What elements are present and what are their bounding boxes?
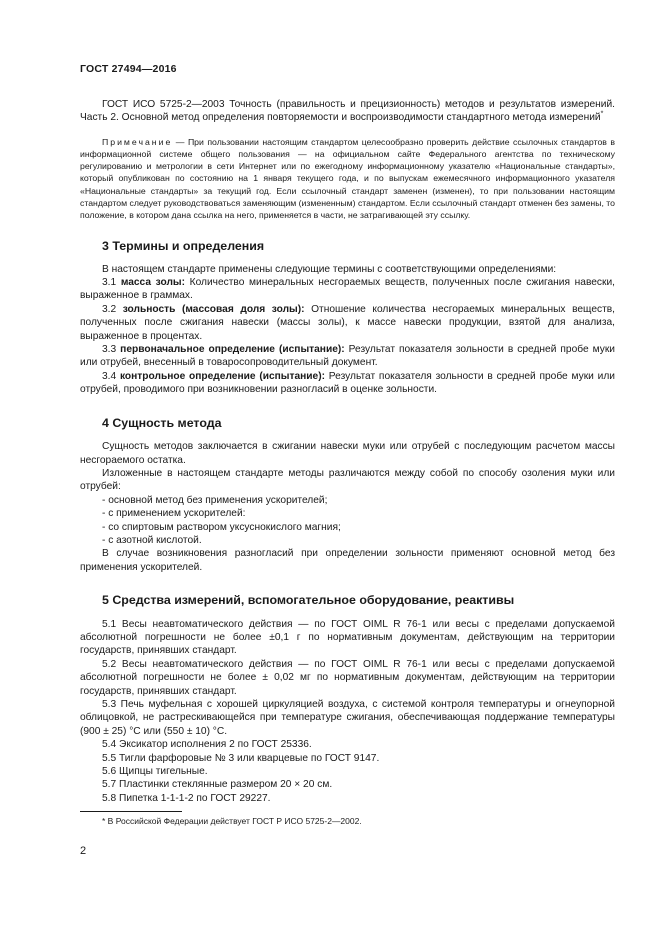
equipment-item-5-2: 5.2 Весы неавтоматического действия — по ГОСТ OIML R 76-1 или весы с пределами допускаемой абсолютной погрешности не более ± 0,02 мг по нормативным документам, действующим на территории государств, принявших стандарт. [80,658,615,697]
reference-note [80,136,615,221]
section-4-paragraph-3: В случае возникновения разногласий при определении зольности применяют основной метод без применения ускорителей. [80,548,615,573]
reference-text: ГОСТ ИСО 5725-2—2003 Точность (правильность и прецизионность) методов и результатов измерений. Часть 2. Основной метод определения повторяемости и воспроизводимости стандартного метода измерений [80,99,615,124]
equipment-item-5-1: 5.1 Весы неавтоматического действия — по ГОСТ OIML R 76-1 или весы с пределами допускаемой абсолютной погрешности не более ±0,1 г по нормативным документам, действующим на территории государств, принявших стандарт. [80,618,615,657]
term-name: первоначальное определение (испытание): [120,344,345,356]
method-list-item: - с применением ускорителей: [102,508,246,520]
term-definition: Отношение количества несгораемых минеральных веществ, полученных после сжигания навески (массы золы), к массе навески продукции, взятой для анализа, выраженное в процентах. [80,303,615,342]
section-4-paragraph-1: Сущность методов заключается в сжигании навески муки или отрубей с последующим расчетом массы несгораемого остатка. [80,441,615,466]
term-definition: Результат показателя зольности в средней пробе муки или отрубей, внесенный в товаросопроводительный документ. [80,344,615,369]
method-list-item: - основной метод без применения ускорителей; [102,494,328,506]
footnote-mark: * [600,111,604,119]
equipment-item-5-4: 5.4 Эксикатор исполнения 2 по ГОСТ 25336. [102,739,312,751]
term-3-2 [80,303,615,343]
term-name: зольность (массовая доля золы): [122,303,305,315]
section-4-paragraph-2: Изложенные в настоящем стандарте методы различаются между собой по способу озоления муки или отрубей: [80,467,615,493]
term-definition: Количество минеральных несгораемых веществ, полученных после сжигания навески, выраженное в граммах. [80,277,615,302]
reference-iso-5725 [80,98,615,125]
term-number: 3.4 [102,370,120,382]
page-number: 2 [80,845,87,857]
footnote-divider [80,811,182,812]
equipment-item-5-8: 5.8 Пипетка 1-1-1-2 по ГОСТ 29227. [102,792,271,804]
term-3-4 [80,370,615,397]
term-3-3 [80,343,615,370]
term-number: 3.3 [102,344,121,356]
method-list-item: - со спиртовым раствором уксуснокислого магния; [102,521,341,533]
method-list-item: - с азотной кислотой. [102,534,202,546]
equipment-item-5-3: 5.3 Печь муфельная с хорошей циркуляцией воздуха, с системой контроля температуры и огнеупорной облицовкой, не растрескивающейся при температуре сжигания, обеспечивающая поддержание температуры (900 ± 25) °С или (550 ± 10) °С. [80,699,615,737]
term-name: масса золы: [120,277,186,289]
term-number: 3.2 [102,303,123,315]
term-name: контрольное определение (испытание): [119,370,326,382]
term-3-1 [80,276,615,303]
note-text: — При пользовании настоящим стандартом целесообразно проверить действие ссылочных стандартов в информационной системе общего пользования — на официальном сайте Федерального агентства по техническому регулированию и метрологии в сети Интернет или по ежегодному информационному указателю «Национальные стандарты», который опубликован по состоянию на 1 января текущего года, и по выпускам ежемесячного информационного указателя «Национальные стандарты» за текущий год. Если ссылочный стандарт заменен (изменен), то при пользовании настоящим стандартом следует руководствоваться заменяющим (измененным) стандартом. Если ссылочный стандарт отменен без замены, то положение, в котором дана ссылка на него, применяется в части, не затрагивающей эту ссылку. [80,136,615,221]
page-content [80,98,615,827]
section-3-intro: В настоящем стандарте применены следующие термины с соответствующими определениями: [102,263,557,275]
section-4-heading: 4 Сущность метода [102,415,222,430]
equipment-item-5-5: 5.5 Тигли фарфоровые № 3 или кварцевые по ГОСТ 9147. [102,752,380,764]
document-id: ГОСТ 27494—2016 [80,63,177,75]
equipment-item-5-6: 5.6 Щипцы тигельные. [102,766,208,778]
note-label: Примечание [102,136,173,147]
footnote: * В Российской Федерации действует ГОСТ Р ИСО 5725-2—2002. [102,816,362,827]
term-number: 3.1 [102,277,121,289]
section-3-heading: 3 Термины и определения [102,239,265,254]
term-definition: Результат показателя зольности в средней пробе муки или отрубей, проводимого при возникновении разногласий в оценке зольности. [80,370,615,396]
equipment-item-5-7: 5.7 Пластинки стеклянные размером 20 × 20 см. [102,779,333,791]
section-5-heading: 5 Средства измерений, вспомогательное оборудование, реактивы [102,593,515,608]
